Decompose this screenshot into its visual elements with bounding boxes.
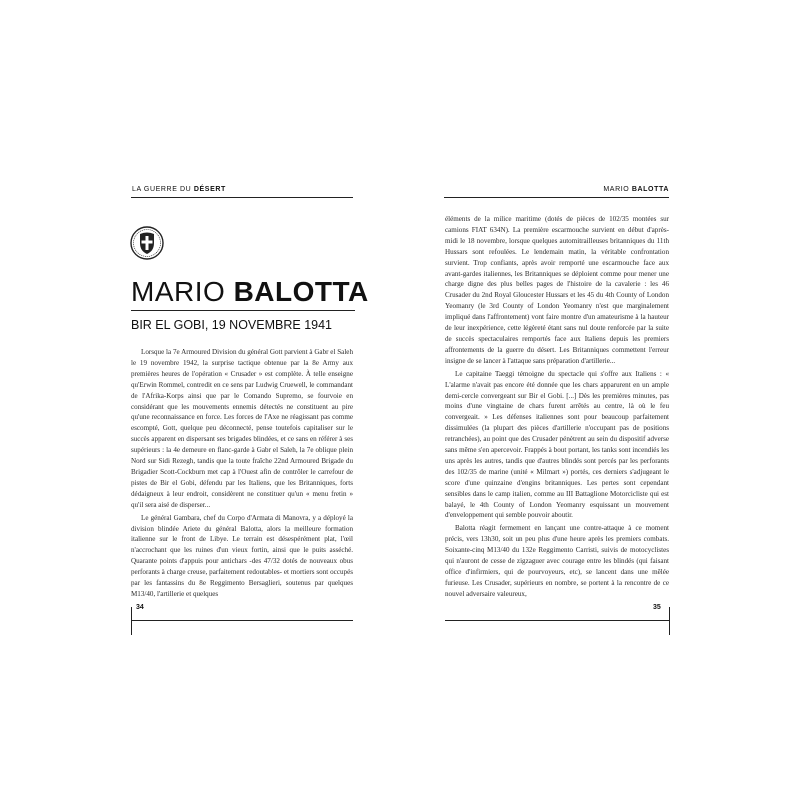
right-page [400,0,800,800]
header-rule [444,197,669,198]
body-text-right [445,214,669,600]
chapter-subtitle: BIR EL GOBI, 19 NOVEMBRE 1941 [131,318,333,332]
chapter-title: MARIO BALOTTA [131,276,369,307]
page-number: 34 [136,604,144,611]
savoy-cross-shield-emblem-icon [130,226,164,260]
footer-rule [445,620,670,621]
paragraph: éléments de la milice maritime (dotés de pièces de 102/35 montées sur camions FIAT 634N). La première escarmouche survient en début d'après-midi le 18 novembre, lorsque quelques automitrailleuses britanniques du 11th Hussars sont refoulées. Le lendemain matin, la véritable confrontation survient. Trop confiants, après avoir remporté une escarmouche face aux avant-gardes italiennes, les Britanniques se déploient comme pour mener une charge digne des plus belles pages de l'histoire de la cavalerie : les 46 Crusader du 2nd Royal Gloucester Hussars et les 45 du 4th County of London Yeomanry (le 3rd County of London Yeomanry n'est que marginalement impliqué dans l'affrontement) vont faire montre d'un amateurisme à la hauteur de leur inexpérience, cette légèreté étant sans nul doute renforcée par la suite de succès spectaculaires remportés face aux Italiens depuis les premiers affrontements de la guerre du désert. Les Britanniques commettent l'erreur insigne de se lancer à l'attaque sans préparation d'artillerie... [445,215,669,365]
paragraph: Lorsque la 7e Armoured Division du général Gott parvient à Gabr el Saleh le 19 novembre 1942, la surprise tactique obtenue par la 8e Army aux premières heures de l'opération « Crusader » est complète. À telle enseigne qu'Erwin Rommel, contredit en ce sens par Ludwig Cruewell, le commandant de l'Afrika-Korps ainsi que par le Comando Supremo, se fourvoie en considérant que les mouvements ennemis détectés ne constituent au pire qu'une reconnaissance en force. Les forces de l'Axe ne réagissant pas comme escompté, Gott, quelque peu déconnecté, pense toutefois capitaliser sur le succès apparent en dispersant ses brigades blindées, et ce sans en référer à ses supérieurs : la 4e demeure en flanc-garde à Gabr el Saleh, la 7e oblique plein Nord sur Sidi Rezegh, tandis que la toute fraîche 22nd Armoured Brigade du Brigadier Scott-Cockburn met cap à l'Ouest afin de contrôler le carrefour de pistes de Bir el Gobi, défendu par les Italiens, que les Britanniques, forts dédaigneux à leur endroit, considèrent ne constituer qu'un « menu fretin » qu'il sera aisé de disperser... [131,348,353,509]
paragraph: Le général Gambara, chef du Corpo d'Armata di Manovra, y a déployé la division blindée Ariete du général Balotta, alors la meilleure formation italienne sur le front de Libye. Le terrain est désespérément plat, l'œil n'accrochant que les ruines d'un vieux fortin, ainsi que le puits asséché. Quarante points d'appuis pour antichars -des 47/32 dotés de nouveaux obus perforants à charge creuse, parfaitement redoutables- et mortiers sont occupés par les fantassins du 8e Reggimento Bersaglieri, soutenus par quelques M13/40, l'artillerie et quelques [131,513,353,598]
folio-line [669,607,670,635]
header-rule [131,197,353,198]
folio-line [131,607,132,635]
title-rule [131,310,355,311]
paragraph: Le capitaine Taeggi témoigne du spectacle qui s'offre aux Italiens : « L'alarme n'avait pas encore été donnée que les chars apparurent en un ample demi-cercle convergeant sur Bir el Gobi. [...] Dès les premières minutes, pas moins d'une vingtaine de chars furent arrêtés au centre, là où le feu convergeait. » Les défenses italiennes sont pour beaucoup parfaitement dissimulées (la plupart des pièces d'artillerie n'occupant pas de positions retranchées), au point que des Crusader pénètrent au sein du dispositif adverse sans même s'en apercevoir. Frappés à bout portant, les tanks sont incendiés les uns après les autres, tandis que d'autres blindés sont percés par les perforants des 102/35 de marine (unité « Milmart ») portés, ces derniers s'adjugeant le score d'une quinzaine d'engins britanniques. Les pertes sont cependant sensibles dans le camp italien, comme au III Battaglione Motorcicliste qui est balayé, le 4th County of London Yeomanry esquissant un mouvement d'enveloppement qui semble pouvoir aboutir. [445,369,669,520]
running-head-left: LA GUERRE DU DÉSERT [132,186,226,193]
paragraph: Balotta réagit fermement en lançant une contre-attaque à ce moment précis, vers 13h30, soit un peu plus d'une heure après les premiers combats. Soixante-cinq M13/40 du 132e Reggimento Carristi, suivis de motocyclistes qui n'auront de cesse de zigzaguer avec courage entre les blindés (qui faisant office d'infirmiers, qui de pourvoyeurs, etc), se lancent dans une mêlée furieuse. Les Crusader, supérieurs en nombre, se portent à la rencontre de ce nouvel adversaire valeureux, [445,524,669,598]
running-head-right: MARIO BALOTTA [603,186,669,193]
page-number: 35 [653,604,661,611]
footer-rule [131,620,353,621]
body-text-left [131,347,353,600]
